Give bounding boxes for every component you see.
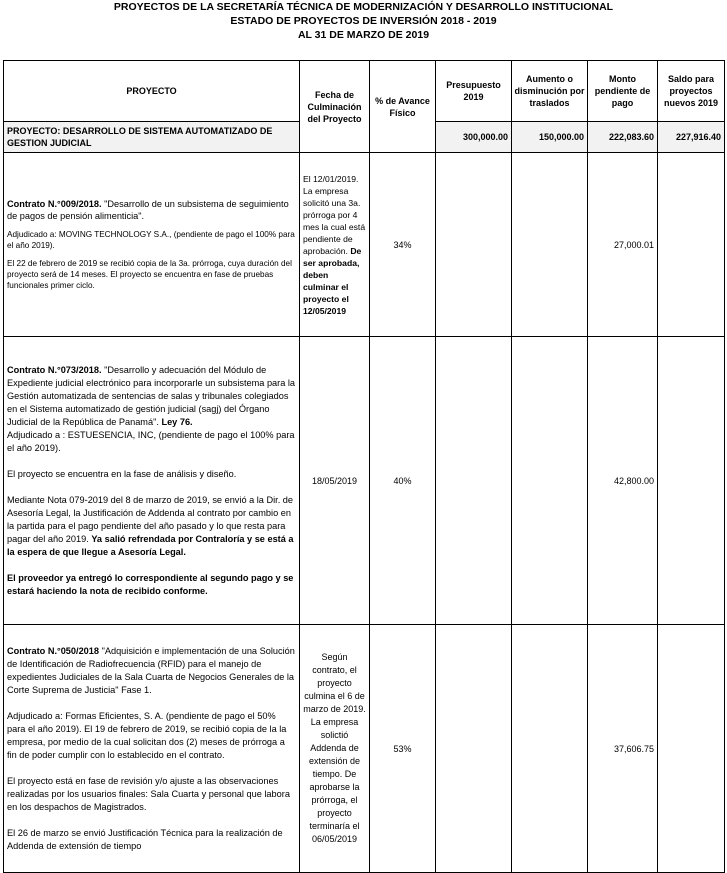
contract-monto: 42,800.00: [588, 337, 658, 625]
col-header-presupuesto: Presupuesto 2019: [436, 61, 512, 122]
contract-avance: 34%: [370, 153, 436, 337]
contract-row: [4, 337, 725, 625]
contract-title: Contrato N.°050/2018: [7, 645, 100, 656]
contract-desc: "Desarrollo de un subsistema de seguimiento de pagos de pensión alimenticia".: [7, 199, 289, 221]
contract-adjudicado: Adjudicado a: MOVING TECHNOLOGY S.A., (pendiente de pago el 100% para el año 2019).: [7, 230, 295, 250]
contract-nota-bold: Ya salió refrendada por Contraloría y se está a la espera de que llegue a Asesoría Legal.: [7, 533, 294, 557]
contract-aumento: [512, 153, 588, 337]
contract-desc: "Adquisición e implementación de una Solución de Identificación de Radiofrecuencia (RFID) para el manejo de expedientes Judiciales de la Sala Cuarta de Negocios Generales de la Corte Suprema de Justicia" Fase 1.: [7, 645, 295, 695]
contract-fecha: Según contrato, el proyecto culmina el 6 de marzo de 2019. La empresa solictió Addenda de extensión de tiempo. De aprobarse la prórroga, el proyecto terminaría el 06/05/2019: [300, 625, 370, 873]
col-header-aumento: Aumento o disminución por traslados: [512, 61, 588, 122]
contract-presupuesto: [436, 337, 512, 625]
header-line-1: PROYECTOS DE LA SECRETARÍA TÉCNICA DE MODERNIZACIÓN Y DESARROLLO INSTITUCIONAL: [113, 1, 614, 13]
contract-presupuesto: [436, 625, 512, 873]
document-header: [0, 0, 727, 42]
contract-title: Contrato N.°073/2018.: [7, 364, 102, 375]
contract-desc: "Desarrollo y adecuación del Módulo de Expediente judicial electrónico para incorporarle un subsistema para la Gestión automatizada de sentencias de salas y tribunales colegiados en el Sistema automatizado de gestión judicial (sagj) del Órgano Judicial de la República de Panamá".: [7, 364, 296, 427]
contract-saldo: [658, 153, 725, 337]
contract-monto: 27,000.01: [588, 153, 658, 337]
contract-ley: Ley 76.: [161, 416, 193, 427]
contract-monto: 37,606.75: [588, 625, 658, 873]
contract-fecha: [300, 153, 370, 337]
project-saldo: 227,916.40: [658, 122, 725, 153]
contract-avance: 53%: [370, 625, 436, 873]
contract-status: El 22 de febrero de 2019 se recibió copia de la 3a. prórroga, cuya duración del proyecto será de 14 meses. El proyecto se encuentra en fase de pruebas funcionales primer ciclo.: [7, 259, 292, 290]
contract-status: El proyecto se encuentra en la fase de análisis y diseño.: [7, 468, 237, 479]
col-header-proyecto: PROYECTO: [4, 61, 300, 122]
col-header-avance: % de Avance Físico: [370, 61, 436, 153]
contract-description: [4, 625, 300, 873]
contract-justificacion: El 26 de marzo se envió Justificación Técnica para la realización de Addenda de extensión de tiempo: [7, 827, 283, 851]
project-aumento: 150,000.00: [512, 122, 588, 153]
contract-adjudicado: Adjudicado a: Formas Eficientes, S. A. (pendiente de pago el 50% para el año 2019). El 19 de febrero de 2019, se recibió copia de la la empresa, por medio de la cual solicitan dos (2) meses de prórroga a fin de poder cumplir con lo establecido en el contrato.: [7, 710, 287, 760]
contract-adjudicado: Adjudicado a : ESTUESENCIA, INC, (pendiente de pago el 100% para el año 2019).: [7, 429, 295, 453]
contract-description: [4, 337, 300, 625]
contract-saldo: [658, 625, 725, 873]
contract-fecha: 18/05/2019: [300, 337, 370, 625]
header-line-2: ESTADO DE PROYECTOS DE INVERSIÓN 2018 - 2019: [230, 15, 497, 27]
contract-aumento: [512, 337, 588, 625]
contract-avance: 40%: [370, 337, 436, 625]
contract-row: [4, 153, 725, 337]
project-name: PROYECTO: DESARROLLO DE SISTEMA AUTOMATIZADO DE GESTION JUDICIAL: [4, 122, 300, 153]
contract-fecha-bold: De ser aprobada, deben culminar el proyecto el 12/05/2019: [303, 245, 362, 316]
contract-provider-note: El proveedor ya entregó lo correspondiente al segundo pago y se estará haciendo la nota de recibido conforme.: [7, 572, 294, 596]
contract-description: [4, 153, 300, 337]
contract-row: [4, 625, 725, 873]
projects-table: [3, 60, 725, 873]
contract-presupuesto: [436, 153, 512, 337]
contract-nota: Mediante Nota 079-2019 del 8 de marzo de 2019, se envió a la Dir. de Asesoría Legal, la Justificación de Addenda al contrato por cambio en la partida para el pago pendiente del año pasado y lo que resta para pagar del año 2019.: [7, 494, 294, 544]
table-header-row: [4, 61, 725, 122]
project-monto: 222,083.60: [588, 122, 658, 153]
contract-status: El proyecto está en fase de revisión y/o ajuste a las observaciones realizadas por los usuarios finales: Sala Cuarta y personal que labora en los despachos de Magistrados.: [7, 775, 290, 812]
contract-fecha-text: El 12/01/2019. La empresa solicitó una 3a. prórroga por 4 mes la cual está pendiente de aprobación.: [303, 173, 366, 256]
col-header-monto: Monto pendiente de pago: [588, 61, 658, 122]
contract-saldo: [658, 337, 725, 625]
contract-title: Contrato N.°009/2018.: [7, 199, 102, 209]
project-presupuesto: 300,000.00: [436, 122, 512, 153]
contract-aumento: [512, 625, 588, 873]
col-header-saldo: Saldo para proyectos nuevos 2019: [658, 61, 725, 122]
header-line-3: AL 31 DE MARZO DE 2019: [297, 29, 430, 41]
col-header-fecha: Fecha de Culminación del Proyecto: [300, 61, 370, 153]
